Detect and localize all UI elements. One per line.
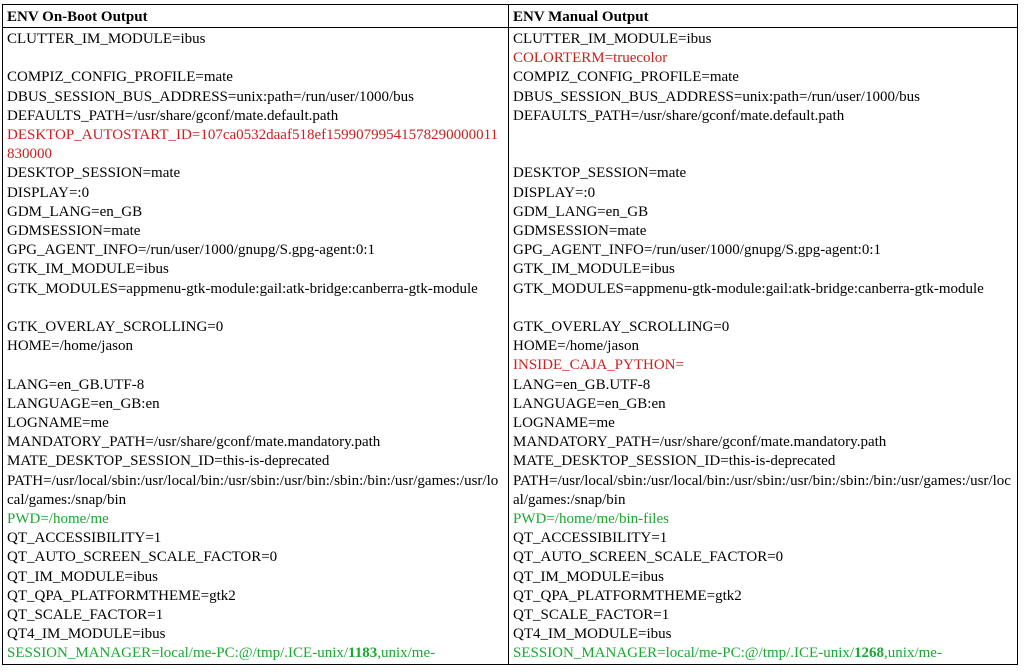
onboot-env-text: PWD=/home/me: [7, 511, 109, 528]
manual-env-text: SESSION_MANAGER=local/me-PC:@/tmp/.ICE-unix/: [513, 645, 855, 662]
onboot-env-line: [7, 606, 504, 625]
onboot-env-line: [7, 280, 504, 318]
manual-env-text: INSIDE_CAJA_PYTHON=: [513, 357, 684, 374]
manual-env-text: MATE_DESKTOP_SESSION_ID=this-is-deprecated: [513, 453, 836, 470]
onboot-env-line: [7, 548, 504, 567]
manual-header: ENV Manual Output: [509, 5, 1018, 28]
content-row: [3, 28, 1018, 665]
manual-env-line: [513, 433, 1013, 452]
manual-env-text: LOGNAME=me: [513, 415, 615, 432]
manual-env-text: LANGUAGE=en_GB:en: [513, 395, 666, 412]
onboot-env-line: [7, 184, 504, 203]
onboot-env-text-tail: ,unix/me-: [377, 645, 436, 662]
onboot-env-text: LANGUAGE=en_GB:en: [7, 395, 160, 412]
manual-env-line: [513, 510, 1013, 529]
onboot-session-id-number: 1183: [348, 645, 378, 662]
onboot-env-text: QT_IM_MODULE=ibus: [7, 568, 158, 585]
onboot-env-line: [7, 318, 504, 337]
onboot-env-line: [7, 49, 504, 68]
onboot-env-line: [7, 30, 504, 49]
onboot-env-line: [7, 68, 504, 87]
onboot-env-line: [7, 568, 504, 587]
manual-env-line: [513, 606, 1013, 625]
onboot-env-text: GTK_IM_MODULE=ibus: [7, 261, 169, 278]
manual-env-text: COLORTERM=truecolor: [513, 50, 668, 67]
onboot-env-text: QT_ACCESSIBILITY=1: [7, 530, 162, 547]
manual-env-line: [513, 107, 1013, 126]
onboot-env-text: GDM_LANG=en_GB: [7, 203, 143, 220]
onboot-env-line: [7, 356, 504, 375]
manual-env-line: [513, 414, 1013, 433]
onboot-env-line: [7, 395, 504, 414]
manual-env-line: [513, 49, 1013, 68]
manual-env-text: PWD=/home/me/bin-files: [513, 511, 669, 528]
manual-column: [509, 28, 1018, 665]
manual-env-line: [513, 644, 1013, 663]
manual-env-line: [513, 280, 1013, 318]
manual-env-line: [513, 68, 1013, 87]
env-comparison-table: [2, 4, 1018, 665]
onboot-env-text: LANG=en_GB.UTF-8: [7, 376, 145, 393]
manual-env-line: [513, 318, 1013, 337]
onboot-env-text: COMPIZ_CONFIG_PROFILE=mate: [7, 69, 233, 86]
onboot-env-text: DESKTOP_SESSION=mate: [7, 165, 181, 182]
header-row: [3, 5, 1018, 28]
onboot-env-line: [7, 472, 504, 510]
onboot-env-line: [7, 587, 504, 606]
manual-env-text: DESKTOP_SESSION=mate: [513, 165, 687, 182]
onboot-env-text: GTK_MODULES=appmenu-gtk-module:gail:atk-bridge:canberra-gtk-module: [7, 280, 478, 297]
onboot-env-line: [7, 376, 504, 395]
onboot-env-line: [7, 241, 504, 260]
manual-env-text: QT_ACCESSIBILITY=1: [513, 530, 668, 547]
onboot-env-text: HOME=/home/jason: [7, 338, 133, 355]
onboot-env-line: [7, 452, 504, 471]
onboot-env-text: DEFAULTS_PATH=/usr/share/gconf/mate.default.path: [7, 107, 339, 124]
onboot-env-text: DISPLAY=:0: [7, 184, 90, 201]
onboot-env-text: GPG_AGENT_INFO=/run/user/1000/gnupg/S.gpg-agent:0:1: [7, 242, 376, 259]
onboot-env-text: MANDATORY_PATH=/usr/share/gconf/mate.mandatory.path: [7, 434, 381, 451]
manual-env-text: GTK_MODULES=appmenu-gtk-module:gail:atk-bridge:canberra-gtk-module: [513, 280, 984, 297]
onboot-env-line: [7, 88, 504, 107]
manual-env-text: GDMSESSION=mate: [513, 223, 647, 240]
manual-env-line: [513, 529, 1013, 548]
manual-env-line: [513, 395, 1013, 414]
manual-env-text: MANDATORY_PATH=/usr/share/gconf/mate.mandatory.path: [513, 434, 887, 451]
onboot-env-line: [7, 644, 504, 663]
onboot-column: [3, 28, 509, 665]
manual-env-text: GTK_IM_MODULE=ibus: [513, 261, 675, 278]
onboot-env-line: [7, 260, 504, 279]
manual-env-line: [513, 184, 1013, 203]
onboot-env-line: [7, 164, 504, 183]
onboot-env-text: SESSION_MANAGER=local/me-PC:@/tmp/.ICE-unix/: [7, 645, 349, 662]
manual-env-line: [513, 587, 1013, 606]
onboot-env-line: [7, 414, 504, 433]
onboot-env-text: MATE_DESKTOP_SESSION_ID=this-is-deprecated: [7, 453, 330, 470]
manual-env-text: GPG_AGENT_INFO=/run/user/1000/gnupg/S.gpg-agent:0:1: [513, 242, 882, 259]
onboot-env-text: PATH=/usr/local/sbin:/usr/local/bin:/usr/sbin:/usr/bin:/sbin:/bin:/usr/games:/usr/local/games:/snap/bin: [7, 472, 499, 508]
manual-env-text: HOME=/home/jason: [513, 338, 639, 355]
manual-env-line: [513, 356, 1013, 375]
manual-env-text: QT_QPA_PLATFORMTHEME=gtk2: [513, 587, 742, 604]
onboot-env-text: DBUS_SESSION_BUS_ADDRESS=unix:path=/run/user/1000/bus: [7, 88, 414, 105]
manual-env-text: QT_AUTO_SCREEN_SCALE_FACTOR=0: [513, 549, 784, 566]
manual-env-text-tail: ,unix/me-: [884, 645, 942, 662]
onboot-env-line: [7, 625, 504, 644]
onboot-env-line: [7, 126, 504, 164]
manual-env-line: [513, 625, 1013, 644]
manual-env-line: [513, 126, 1013, 164]
manual-env-line: [513, 164, 1013, 183]
manual-env-text: LANG=en_GB.UTF-8: [513, 376, 651, 393]
onboot-env-text: QT4_IM_MODULE=ibus: [7, 626, 166, 643]
manual-env-text: QT_SCALE_FACTOR=1: [513, 607, 670, 624]
onboot-env-line: [7, 510, 504, 529]
manual-env-line: [513, 568, 1013, 587]
onboot-env-text: CLUTTER_IM_MODULE=ibus: [7, 31, 206, 47]
manual-env-text: DEFAULTS_PATH=/usr/share/gconf/mate.default.path: [513, 107, 845, 124]
onboot-env-line: [7, 203, 504, 222]
manual-env-text: GTK_OVERLAY_SCROLLING=0: [513, 319, 730, 336]
manual-env-line: [513, 452, 1013, 471]
manual-env-line: [513, 337, 1013, 356]
manual-env-line: [513, 376, 1013, 395]
onboot-env-line: [7, 529, 504, 548]
onboot-env-text: GTK_OVERLAY_SCROLLING=0: [7, 319, 224, 336]
manual-env-line: [513, 241, 1013, 260]
manual-session-id-number: 1268: [854, 645, 885, 662]
manual-env-line: [513, 88, 1013, 107]
manual-env-text: CLUTTER_IM_MODULE=ibus: [513, 31, 712, 47]
manual-env-line: [513, 472, 1013, 510]
manual-env-text: GDM_LANG=en_GB: [513, 203, 649, 220]
onboot-env-text: LOGNAME=me: [7, 415, 109, 432]
onboot-env-text: QT_AUTO_SCREEN_SCALE_FACTOR=0: [7, 549, 278, 566]
onboot-env-text: DESKTOP_AUTOSTART_ID=107ca0532daaf518ef15990799541578290000011830000: [7, 127, 499, 163]
manual-env-text: QT4_IM_MODULE=ibus: [513, 626, 672, 643]
onboot-env-line: [7, 433, 504, 452]
onboot-env-line: [7, 107, 504, 126]
manual-env-text: DISPLAY=:0: [513, 184, 596, 201]
manual-env-text: DBUS_SESSION_BUS_ADDRESS=unix:path=/run/user/1000/bus: [513, 88, 920, 105]
manual-env-text: PATH=/usr/local/sbin:/usr/local/bin:/usr/sbin:/usr/bin:/sbin:/bin:/usr/games:/usr/local/games:/snap/bin: [513, 472, 1011, 508]
onboot-env-text: QT_SCALE_FACTOR=1: [7, 607, 164, 624]
onboot-env-line: [7, 222, 504, 241]
onboot-header: ENV On-Boot Output: [3, 5, 509, 28]
onboot-env-text: GDMSESSION=mate: [7, 223, 141, 240]
manual-env-line: [513, 260, 1013, 279]
manual-env-line: [513, 30, 1013, 49]
manual-env-line: [513, 203, 1013, 222]
manual-env-line: [513, 548, 1013, 567]
onboot-env-line: [7, 337, 504, 356]
manual-env-text: COMPIZ_CONFIG_PROFILE=mate: [513, 69, 739, 86]
manual-env-line: [513, 222, 1013, 241]
onboot-env-text: QT_QPA_PLATFORMTHEME=gtk2: [7, 587, 236, 604]
manual-env-text: QT_IM_MODULE=ibus: [513, 568, 664, 585]
